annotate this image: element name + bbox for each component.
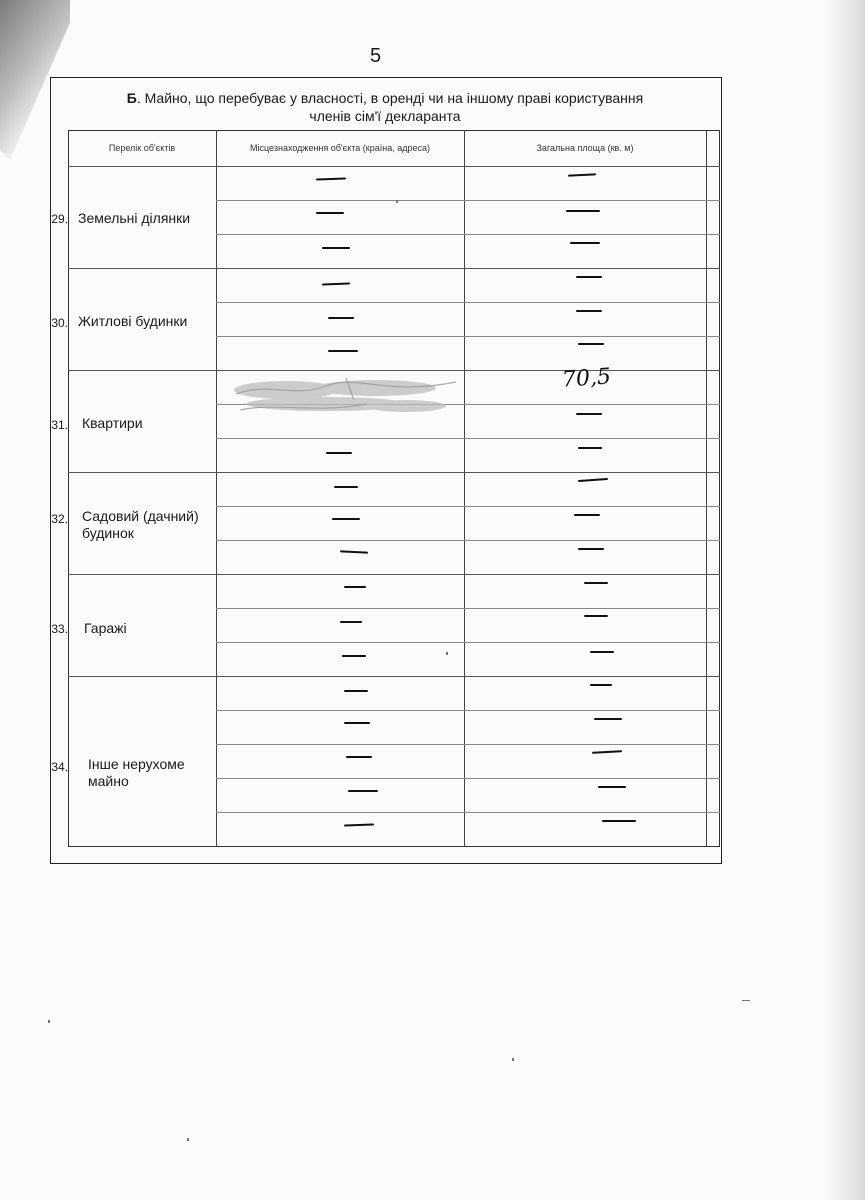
sub-row-line (216, 438, 720, 439)
row-number-34: 34. (51, 760, 68, 774)
handwritten-dash (598, 786, 626, 788)
group-divider (68, 268, 720, 269)
col-divider-3 (706, 130, 707, 847)
handwritten-dash (566, 210, 600, 212)
handwritten-dash (590, 651, 614, 653)
group-divider (68, 472, 720, 473)
sub-row-line (216, 506, 720, 507)
section-title-line2: членів сім'ї декларанта (309, 108, 461, 124)
sub-row-line (216, 642, 720, 643)
sub-row-line (216, 540, 720, 541)
property-table (68, 130, 720, 847)
handwritten-dash (594, 718, 622, 720)
sub-row-line (216, 608, 720, 609)
row-label-apartments: Квартири (82, 415, 143, 431)
section-title-line1 (127, 90, 643, 106)
col-divider-1 (216, 130, 217, 847)
handwritten-dash (602, 820, 636, 822)
scan-speck (396, 200, 398, 203)
handwritten-dash (344, 690, 368, 692)
handwritten-dash (344, 586, 366, 588)
row-number-33: 33. (51, 622, 68, 636)
header-bottom-line (68, 166, 720, 167)
handwritten-dash (322, 247, 350, 249)
row-label-other-property-line1: Інше нерухоме (88, 756, 185, 772)
handwritten-dash (570, 242, 600, 244)
row-number-31: 31. (51, 418, 68, 432)
handwritten-dash (326, 452, 352, 454)
header-location: Місцезнаходження об'єкта (країна, адреса) (250, 143, 430, 153)
handwritten-dash (316, 212, 344, 214)
page-number: 5 (370, 45, 382, 67)
scan-speck (742, 1000, 750, 1001)
section-letter: Б (126, 90, 137, 106)
row-label-other-property (88, 756, 185, 790)
header-objects: Перелік об'єктів (108, 143, 176, 153)
row-label-land: Земельні ділянки (78, 210, 191, 226)
scan-speck (187, 1138, 189, 1141)
group-divider (68, 676, 720, 677)
sub-row-line (216, 336, 720, 337)
row-label-garden-house (82, 508, 199, 542)
handwritten-dash (584, 615, 608, 617)
handwritten-dash (346, 756, 372, 758)
redacted-address-smudge (226, 370, 466, 430)
row-label-garden-house-line1: Садовий (дачний) (82, 508, 199, 524)
scan-speck (48, 1020, 50, 1023)
handwritten-dash (340, 621, 362, 623)
handwritten-dash (334, 486, 358, 488)
handwritten-dash (590, 684, 612, 686)
section-title-text: . Майно, що перебуває у власності, в оренді чи на іншому праві користування (136, 90, 644, 106)
sub-row-line (216, 234, 720, 235)
handwritten-dash (348, 790, 378, 792)
row-label-other-property-line2: майно (88, 773, 129, 789)
sub-row-line (216, 302, 720, 303)
handwritten-dash (342, 655, 366, 657)
section-title (55, 89, 715, 125)
sub-row-line (216, 200, 720, 201)
handwritten-dash (576, 413, 602, 415)
scan-speck (512, 1058, 514, 1061)
row-label-garages: Гаражі (84, 620, 127, 636)
sub-row-line (216, 710, 720, 711)
handwritten-dash (584, 582, 608, 584)
handwritten-dash (332, 518, 360, 520)
handwritten-dash (328, 317, 354, 319)
sub-row-line (216, 744, 720, 745)
row-number-30: 30. (51, 316, 68, 330)
handwritten-dash (576, 310, 602, 312)
scan-shadow-right (823, 0, 865, 1200)
handwritten-dash (328, 350, 358, 352)
handwritten-dash (574, 514, 600, 516)
scan-speck (446, 652, 448, 655)
row-number-29: 29. (51, 212, 68, 226)
sub-row-line (216, 812, 720, 813)
col-divider-2 (464, 130, 465, 847)
handwritten-dash (578, 343, 604, 345)
row-label-houses: Житлові будинки (78, 313, 188, 329)
handwritten-dash (578, 548, 604, 550)
handwritten-dash (578, 447, 602, 449)
row-label-garden-house-line2: будинок (82, 525, 134, 541)
header-area: Загальна площа (кв. м) (536, 143, 634, 153)
sub-row-line (216, 778, 720, 779)
handwritten-dash (344, 722, 370, 724)
group-divider (68, 574, 720, 575)
row-number-32: 32. (51, 512, 68, 526)
handwritten-area-value: 70,5 (561, 364, 612, 393)
handwritten-dash (576, 276, 602, 278)
